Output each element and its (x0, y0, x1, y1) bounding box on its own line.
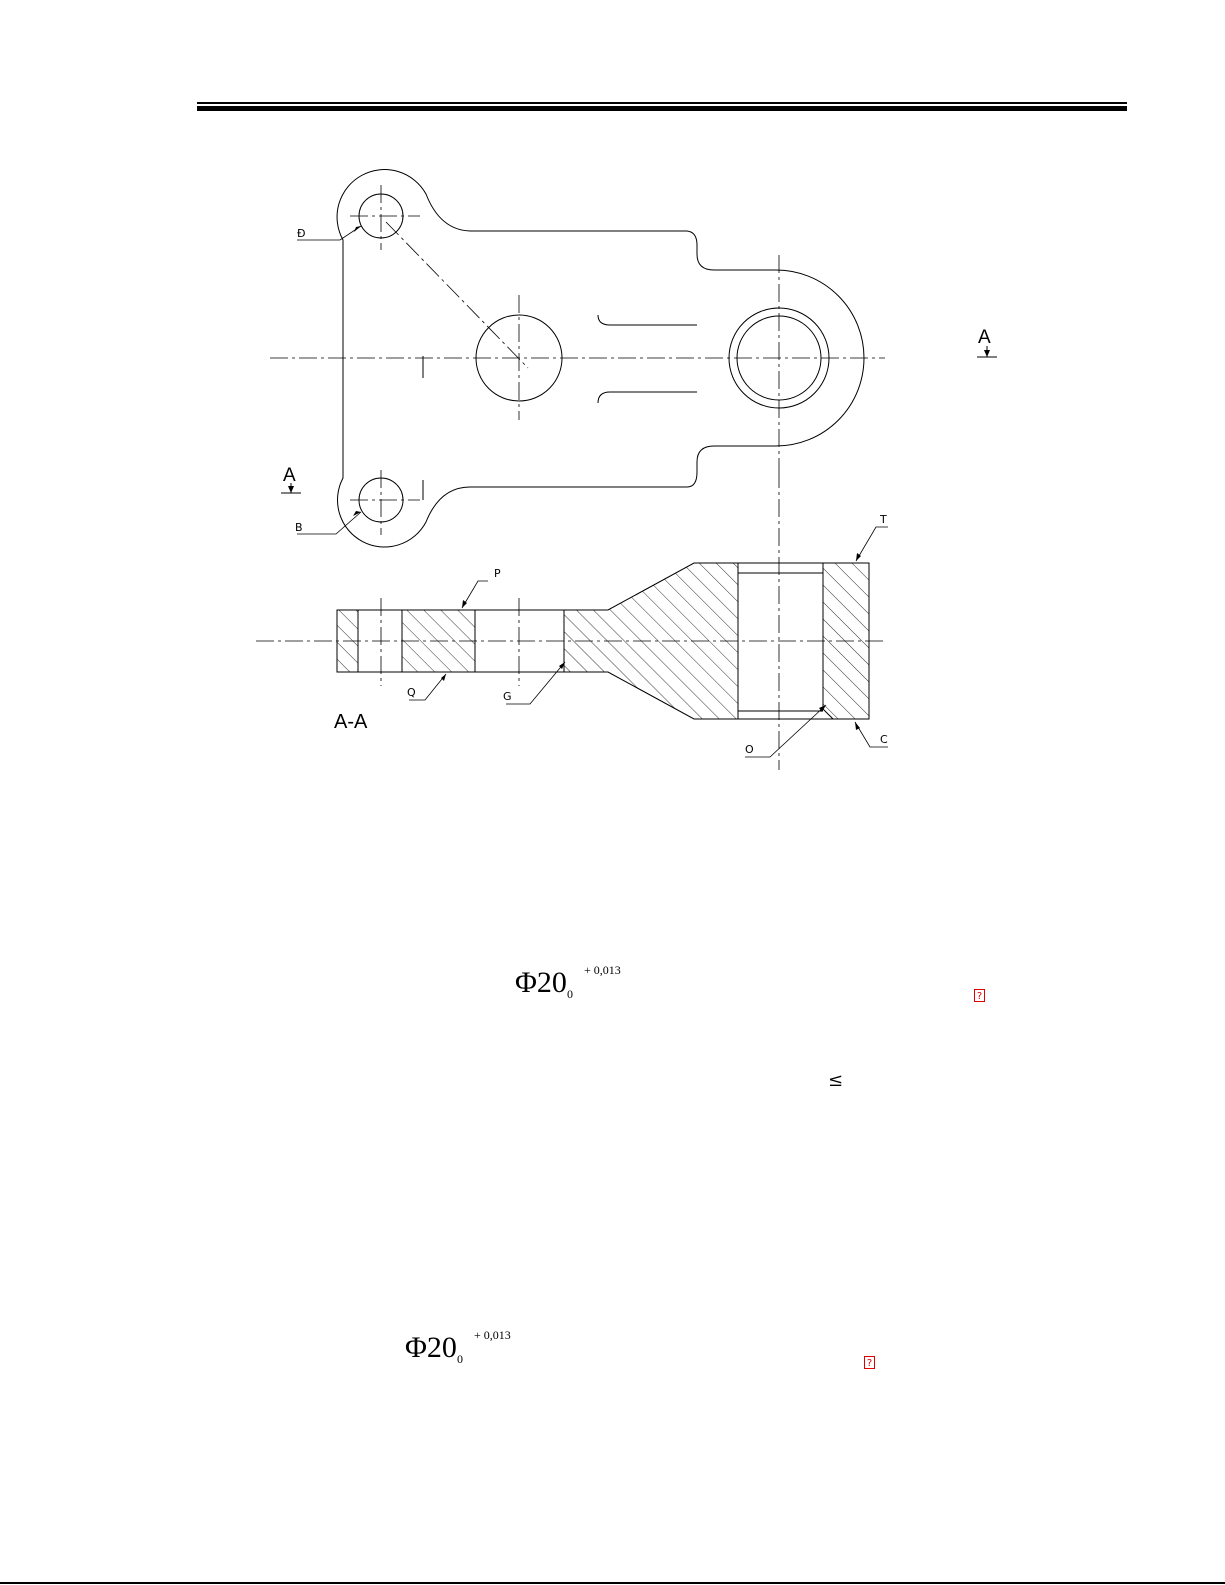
label-p: P (494, 567, 501, 580)
footer-rule (0, 1582, 1225, 1584)
label-c: C (880, 733, 888, 746)
label-hole-top: Đ (297, 227, 306, 240)
top-view-leaders (297, 226, 361, 534)
missing-glyph-icon: ? (864, 1356, 875, 1369)
section-mark-left-label: A (283, 465, 296, 486)
lower-deviation: 0 (567, 987, 573, 1001)
tolerance-symbol: Φ20 (515, 966, 567, 999)
top-view-centerlines (270, 185, 885, 770)
missing-glyph-icon: ? (974, 989, 985, 1002)
upper-deviation: + 0,013 (474, 1328, 511, 1342)
tolerance-formula-1 (515, 963, 621, 1001)
label-t: T (880, 513, 887, 526)
label-q: Q (407, 686, 416, 699)
leader-arrowheads (353, 226, 361, 516)
tolerance-symbol: Φ20 (405, 1331, 457, 1364)
section-title: A-A (334, 711, 368, 733)
tolerance-formula-2 (405, 1328, 511, 1366)
lower-deviation: 0 (457, 1352, 463, 1366)
label-g: G (503, 690, 512, 703)
header-rule (197, 102, 1127, 111)
section-mark-right-label: A (978, 327, 991, 348)
label-o: O (745, 743, 754, 756)
label-hole-bottom: B (295, 521, 303, 534)
less-equal-symbol: ≤ (828, 1070, 844, 1091)
upper-deviation: + 0,013 (584, 963, 621, 977)
